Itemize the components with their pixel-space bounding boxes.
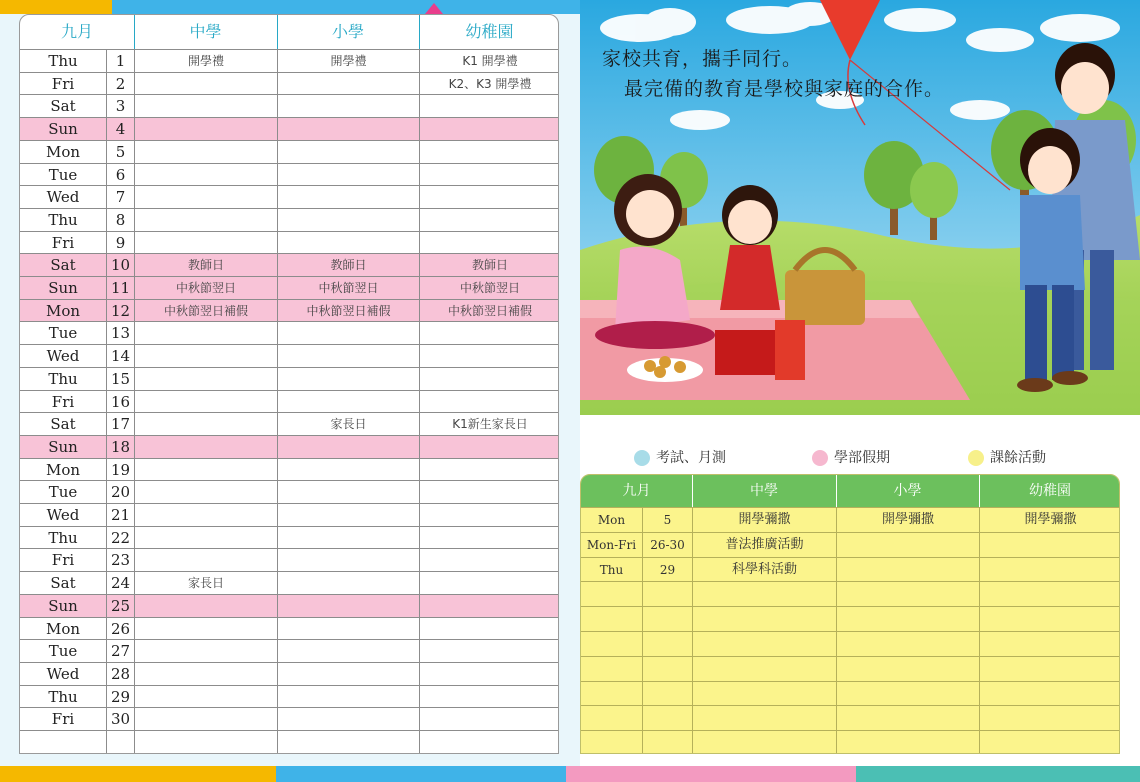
date-cell: 29 [106,686,134,708]
date-cell: 22 [106,527,134,549]
legend-label: 考試、月測 [656,450,726,466]
calendar-row [20,367,559,390]
calendar-row [20,253,559,276]
day-cell: Mon [45,619,81,638]
date-cell: 14 [106,345,134,367]
header-month: 九月 [60,22,93,41]
primary-event-cell [277,232,419,254]
calendar-row [20,617,559,640]
day-cell: Wed [46,506,80,524]
date-cell: 2 [106,73,134,95]
primary-event-cell [277,459,419,481]
primary-event-cell [277,640,419,662]
calendar-row [20,140,559,163]
secondary-event-cell [134,731,277,753]
act-header-kindergarten: 幼稚園 [1029,483,1071,499]
kindergarten-event-cell [419,322,559,344]
date-cell: 10 [106,254,134,276]
activity-date-cell: 29 [642,558,692,582]
secondary-event-cell [134,164,277,186]
date-cell: 12 [106,300,134,322]
kindergarten-event-cell [419,731,559,753]
activity-primary-cell [836,558,979,582]
calendar-row [20,344,559,367]
day-cell: Sun [48,437,78,456]
slogan-line-1: 家校共育，攜手同行。 [602,48,803,70]
secondary-event-cell [134,322,277,344]
date-cell: 17 [106,413,134,435]
kindergarten-event-cell: 中秋節翌日 [419,277,559,299]
date-cell: 20 [106,481,134,503]
kindergarten-event-cell: K2、K3 開學禮 [419,73,559,95]
kindergarten-event-cell [419,164,559,186]
primary-event-cell [277,345,419,367]
secondary-event-cell [134,232,277,254]
primary-event-cell: 教師日 [277,254,419,276]
act-header-primary: 小學 [893,483,922,499]
activity-primary-cell [836,682,979,706]
secondary-event-cell: 家長日 [134,572,277,594]
activity-row [581,507,1120,532]
secondary-event-cell [134,595,277,617]
secondary-event-cell [134,73,277,95]
top-blue-stripe [112,0,582,14]
kindergarten-event-cell: 教師日 [419,254,559,276]
legend-label: 課餘活動 [990,450,1046,466]
activity-secondary-cell [692,731,836,754]
activities-header [581,475,1120,507]
kindergarten-event-cell [419,640,559,662]
calendar-row [20,435,559,458]
secondary-event-cell: 中秋節翌日補假 [134,300,277,322]
activity-secondary-cell [692,682,836,706]
secondary-event-cell [134,663,277,685]
secondary-event-cell [134,368,277,390]
calendar-row [20,594,559,617]
activity-row [581,656,1120,681]
activity-day-cell [581,657,642,681]
primary-event-cell: 開學禮 [277,50,419,72]
day-cell: Mon [45,460,81,479]
activity-primary-cell [836,607,979,631]
bottom-stripe-pink [566,766,856,782]
activity-secondary-cell: 科學科活動 [692,558,836,582]
primary-event-cell [277,549,419,571]
day-cell [20,731,106,753]
kindergarten-event-cell [419,141,559,163]
date-cell: 6 [106,164,134,186]
calendar-row [20,639,559,662]
kindergarten-event-cell [419,436,559,458]
activity-kindergarten-cell [979,682,1120,706]
legend-dot-yellow-icon [968,450,984,466]
activity-kindergarten-cell: 開學彌撒 [979,508,1120,532]
day-cell: Wed [46,347,80,366]
act-header-month: 九月 [622,483,651,499]
calendar-row [20,685,559,708]
primary-event-cell [277,118,419,140]
calendar-header [20,15,559,49]
day-cell: Sat [50,574,76,593]
secondary-event-cell [134,504,277,526]
secondary-event-cell [134,549,277,571]
activity-row [581,631,1120,656]
primary-event-cell [277,73,419,95]
calendar-row [20,730,559,753]
activity-secondary-cell [692,632,836,656]
activity-row [581,730,1120,754]
activity-date-cell [642,731,692,754]
date-cell: 15 [106,368,134,390]
calendar-row [20,458,559,481]
date-cell: 27 [106,640,134,662]
activity-primary-cell [836,657,979,681]
activity-day-cell [581,607,642,631]
calendar-row [20,117,559,140]
activity-date-cell [642,607,692,631]
day-cell: Fri [51,710,75,729]
activity-date-cell [642,632,692,656]
kindergarten-event-cell [419,95,559,117]
activity-secondary-cell: 開學彌撒 [692,508,836,532]
legend-dot-pink-icon [812,450,828,466]
date-cell: 18 [106,436,134,458]
kindergarten-event-cell: K1 開學禮 [419,50,559,72]
activity-day-cell: Thu [599,562,624,577]
date-cell: 1 [106,50,134,72]
kindergarten-event-cell [419,572,559,594]
date-cell: 25 [106,595,134,617]
activity-secondary-cell [692,706,836,730]
calendar-row [20,49,559,72]
activity-day-cell [581,632,642,656]
activity-kindergarten-cell [979,657,1120,681]
primary-event-cell [277,663,419,685]
kindergarten-event-cell [419,186,559,208]
date-cell: 13 [106,322,134,344]
primary-event-cell: 家長日 [277,413,419,435]
primary-event-cell [277,527,419,549]
kindergarten-event-cell [419,595,559,617]
secondary-event-cell [134,186,277,208]
activity-day-cell [581,731,642,754]
secondary-event-cell [134,640,277,662]
legend-label: 學部假期 [834,450,890,466]
date-cell: 21 [106,504,134,526]
activity-row [581,557,1120,582]
day-cell: Fri [51,74,75,93]
activity-primary-cell [836,582,979,606]
activity-primary-cell: 開學彌撒 [836,508,979,532]
secondary-event-cell [134,118,277,140]
slogan-line-2: 最完備的教育是學校與家庭的合作。 [624,78,945,100]
day-cell: Thu [48,369,78,388]
primary-event-cell [277,186,419,208]
secondary-event-cell: 中秋節翌日 [134,277,277,299]
kindergarten-event-cell [419,368,559,390]
primary-event-cell [277,322,419,344]
primary-event-cell [277,209,419,231]
day-cell: Thu [48,210,78,229]
date-cell [106,731,134,753]
date-cell: 26 [106,618,134,640]
activity-primary-cell [836,632,979,656]
primary-event-cell: 中秋節翌日 [277,277,419,299]
secondary-event-cell: 開學禮 [134,50,277,72]
calendar-row [20,276,559,299]
activity-date-cell [642,706,692,730]
calendar-row [20,390,559,413]
secondary-event-cell [134,436,277,458]
activity-day-cell [581,682,642,706]
activity-row [581,606,1120,631]
activity-day-cell [581,706,642,730]
secondary-event-cell [134,618,277,640]
date-cell: 23 [106,549,134,571]
calendar-row [20,72,559,95]
calendar-row [20,412,559,435]
day-cell: Tue [48,642,78,661]
day-cell: Thu [48,528,78,547]
activity-date-cell: 5 [642,508,692,532]
calendar-row [20,571,559,594]
activity-kindergarten-cell [979,706,1120,730]
activity-row [581,705,1120,730]
activity-secondary-cell: 普法推廣活動 [692,533,836,557]
calendar-row [20,94,559,117]
date-cell: 9 [106,232,134,254]
day-cell: Sat [50,256,76,275]
activity-kindergarten-cell [979,731,1120,754]
day-cell: Thu [48,687,78,706]
primary-event-cell [277,436,419,458]
calendar-row [20,662,559,685]
activity-row [581,532,1120,557]
kindergarten-event-cell: 中秋節翌日補假 [419,300,559,322]
date-cell: 3 [106,95,134,117]
primary-event-cell: 中秋節翌日補假 [277,300,419,322]
calendar-row [20,526,559,549]
primary-event-cell [277,708,419,730]
header-secondary: 中學 [189,22,222,41]
day-cell: Wed [46,188,80,207]
primary-event-cell [277,686,419,708]
secondary-event-cell [134,708,277,730]
primary-event-cell [277,618,419,640]
kindergarten-event-cell [419,549,559,571]
kindergarten-event-cell [419,663,559,685]
day-cell: Thu [48,52,78,70]
day-cell: Fri [51,392,75,411]
day-cell: Tue [48,324,78,343]
kindergarten-event-cell [419,618,559,640]
bottom-stripe-yellow [0,766,276,782]
primary-event-cell [277,595,419,617]
date-cell: 16 [106,391,134,413]
calendar-row [20,208,559,231]
activity-date-cell [642,682,692,706]
header-kindergarten: 幼稚園 [465,22,514,41]
header-primary: 小學 [331,22,364,41]
calendar-row [20,480,559,503]
kindergarten-event-cell [419,527,559,549]
kindergarten-event-cell [419,118,559,140]
day-cell: Sun [48,279,78,297]
activity-primary-cell [836,731,979,754]
day-cell: Tue [48,483,78,502]
primary-event-cell [277,141,419,163]
activity-kindergarten-cell [979,632,1120,656]
primary-event-cell [277,391,419,413]
day-cell: Sun [48,120,78,139]
kindergarten-event-cell [419,459,559,481]
kindergarten-event-cell [419,391,559,413]
day-cell: Fri [51,551,75,570]
activity-secondary-cell [692,607,836,631]
date-cell: 11 [106,277,134,299]
secondary-event-cell [134,481,277,503]
secondary-event-cell [134,459,277,481]
activity-date-cell [642,582,692,606]
activity-row [581,581,1120,606]
act-header-secondary: 中學 [750,483,778,499]
pink-triangle-marker [425,3,443,14]
activity-primary-cell [836,706,979,730]
kindergarten-event-cell [419,209,559,231]
kindergarten-event-cell [419,481,559,503]
activity-secondary-cell [692,657,836,681]
bottom-stripe-teal [856,766,1140,782]
date-cell: 4 [106,118,134,140]
primary-event-cell [277,368,419,390]
date-cell: 5 [106,141,134,163]
calendar-row [20,163,559,186]
day-cell: Fri [51,233,75,252]
calendar-row [20,548,559,571]
calendar-row [20,299,559,322]
secondary-event-cell [134,686,277,708]
kindergarten-event-cell [419,232,559,254]
date-cell: 19 [106,459,134,481]
activity-primary-cell [836,533,979,557]
kindergarten-event-cell [419,686,559,708]
calendar-row [20,231,559,254]
activity-kindergarten-cell [979,582,1120,606]
activity-day-cell: Mon-Fri [586,537,637,552]
activity-row [581,681,1120,706]
primary-event-cell [277,572,419,594]
primary-event-cell [277,504,419,526]
date-cell: 8 [106,209,134,231]
calendar-row [20,185,559,208]
day-cell: Sun [48,596,78,615]
date-cell: 30 [106,708,134,730]
secondary-event-cell: 教師日 [134,254,277,276]
date-cell: 24 [106,572,134,594]
secondary-event-cell [134,527,277,549]
day-cell: Wed [46,664,80,683]
activity-secondary-cell [692,582,836,606]
secondary-event-cell [134,391,277,413]
activity-date-cell: 26-30 [642,533,692,557]
kindergarten-event-cell [419,708,559,730]
primary-event-cell [277,731,419,753]
primary-event-cell [277,164,419,186]
family-picnic-illustration [580,0,1140,415]
legend-dot-blue-icon [634,450,650,466]
kindergarten-event-cell [419,504,559,526]
calendar-row [20,707,559,730]
secondary-event-cell [134,209,277,231]
secondary-event-cell [134,95,277,117]
activity-kindergarten-cell [979,533,1120,557]
day-cell: Sat [50,97,76,116]
activity-kindergarten-cell [979,607,1120,631]
date-cell: 7 [106,186,134,208]
activity-day-cell: Mon [597,513,626,527]
primary-event-cell [277,481,419,503]
activity-date-cell [642,657,692,681]
kindergarten-event-cell [419,345,559,367]
bottom-stripe-blue [276,766,566,782]
kindergarten-event-cell: K1新生家長日 [419,413,559,435]
primary-event-cell [277,95,419,117]
secondary-event-cell [134,141,277,163]
day-cell: Tue [48,165,78,184]
calendar-row [20,503,559,526]
secondary-event-cell [134,413,277,435]
date-cell: 28 [106,663,134,685]
activity-day-cell [581,582,642,606]
secondary-event-cell [134,345,277,367]
activity-kindergarten-cell [979,558,1120,582]
day-cell: Mon [45,142,81,161]
day-cell: Mon [45,301,81,320]
activities-table [580,474,1120,754]
calendar-row [20,321,559,344]
day-cell: Sat [50,415,76,434]
september-calendar [19,14,559,754]
